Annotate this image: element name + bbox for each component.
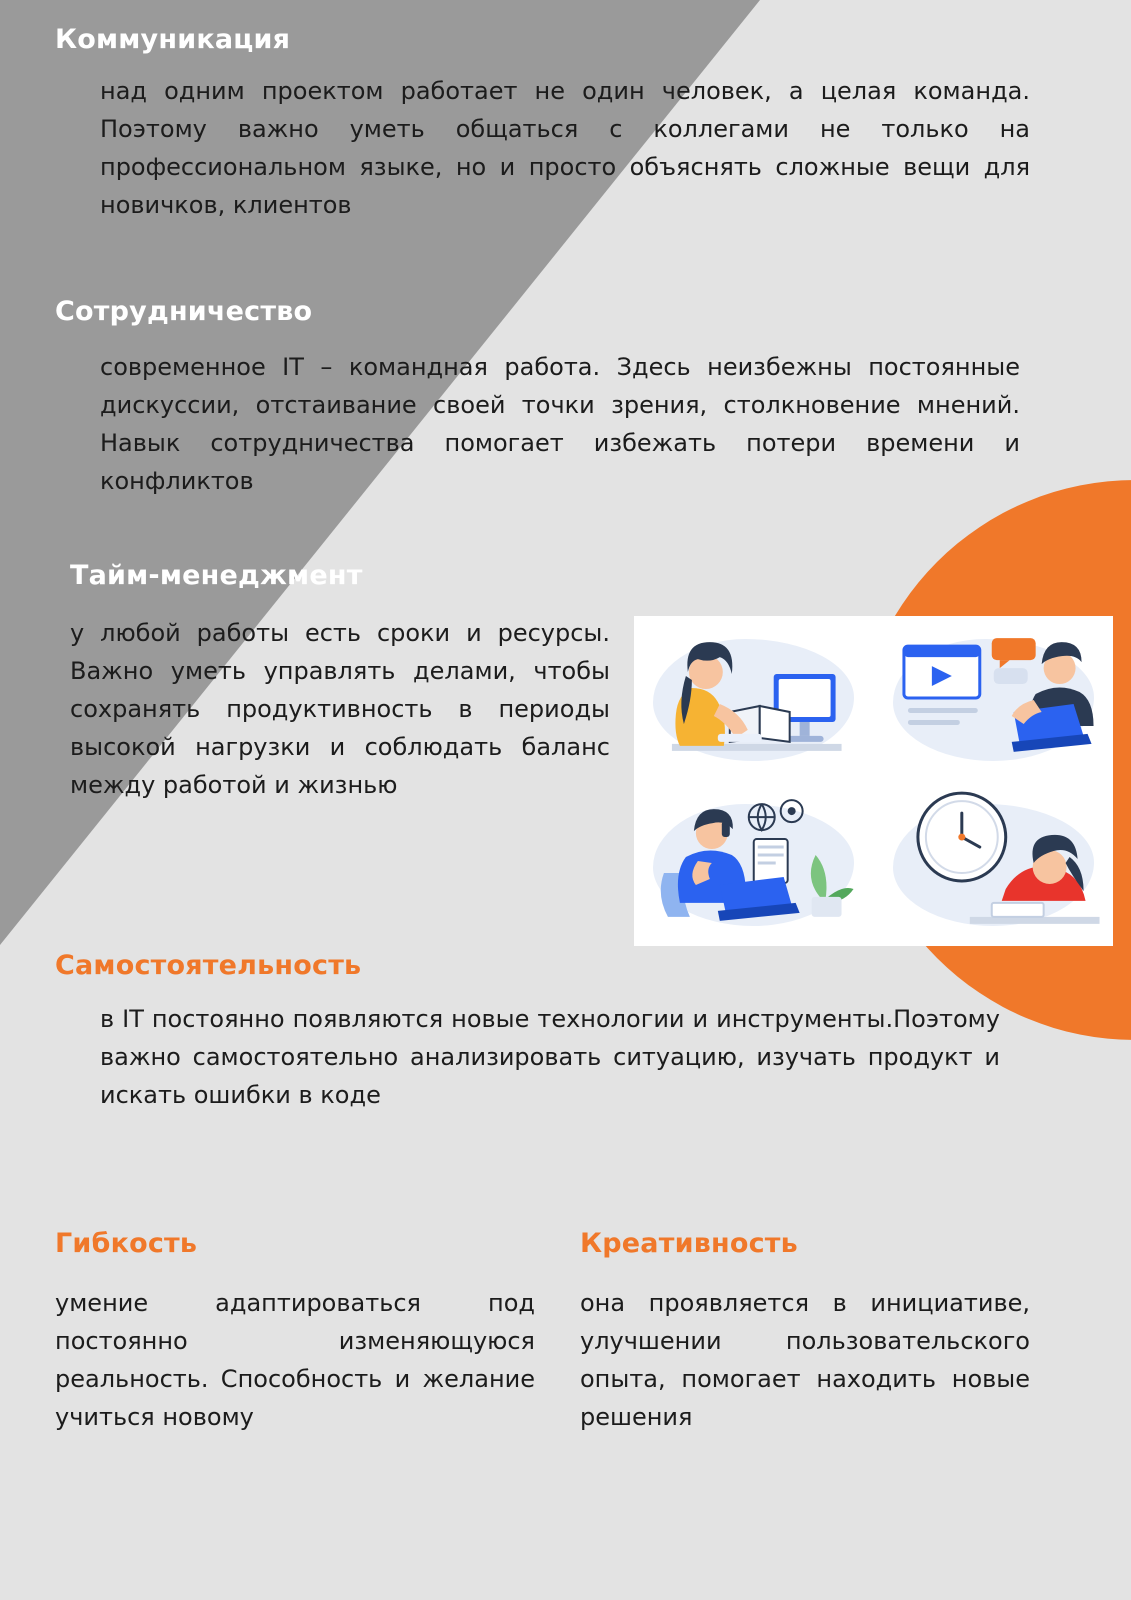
section-communication bbox=[55, 24, 1035, 225]
section-text-creativity: она проявляется в инициативе, улучшении пользовательского опыта, помогает находить новые решения bbox=[580, 1289, 1030, 1431]
clock-and-sleeping-woman-graphic bbox=[874, 781, 1114, 946]
section-text-cooperation: современное IT – командная работа. Здесь неизбежны постоянные дискуссии, отстаивание своей точки зрения, столкновение мнений. Навык сотрудничества помогает избежать потери времени и конфликтов bbox=[100, 353, 1020, 495]
section-heading-self-reliance: Самостоятельность bbox=[55, 950, 362, 981]
woman-at-desktop-illustration bbox=[634, 616, 874, 781]
section-self-reliance bbox=[55, 950, 1015, 1115]
woman-at-desktop-graphic bbox=[634, 616, 874, 781]
section-heading-cooperation: Сотрудничество bbox=[55, 296, 313, 327]
man-with-laptop-video-illustration bbox=[874, 616, 1114, 781]
section-text-communication: над одним проектом работает не один человек, а целая команда. Поэтому важно уметь общаться с коллегами не только на профессиональном языке, но и просто объяснять сложные вещи для новичков, клиентов bbox=[100, 77, 1030, 219]
man-with-laptop-graphic bbox=[874, 616, 1114, 781]
section-creativity bbox=[580, 1228, 1060, 1437]
woman-sleeping-at-desk-with-clock-illustration bbox=[874, 781, 1114, 946]
illustration-card bbox=[634, 616, 1113, 946]
section-cooperation bbox=[55, 296, 1035, 501]
section-text-flexibility: умение адаптироваться под постоянно изменяющуюся реальность. Способность и желание учиться новому bbox=[55, 1289, 535, 1431]
section-heading-communication: Коммуникация bbox=[55, 24, 291, 55]
section-flexibility bbox=[55, 1228, 555, 1437]
man-on-phone-with-laptop-illustration bbox=[634, 781, 874, 946]
section-heading-creativity: Креативность bbox=[580, 1228, 798, 1259]
section-heading-time-management: Тайм-менеджмент bbox=[70, 560, 363, 591]
section-time-management bbox=[70, 560, 670, 805]
section-text-time-management: у любой работы есть сроки и ресурсы. Важно уметь управлять делами, чтобы сохранять продуктивность в периоды высокой нагрузки и соблюдать баланс между работой и жизнью bbox=[70, 619, 610, 799]
man-on-phone-graphic bbox=[634, 781, 874, 946]
section-text-self-reliance: в IT постоянно появляются новые технологии и инструменты.Поэтому важно самостоятельно анализировать ситуацию, изучать продукт и искать ошибки в коде bbox=[100, 1005, 1000, 1109]
section-heading-flexibility: Гибкость bbox=[55, 1228, 198, 1259]
